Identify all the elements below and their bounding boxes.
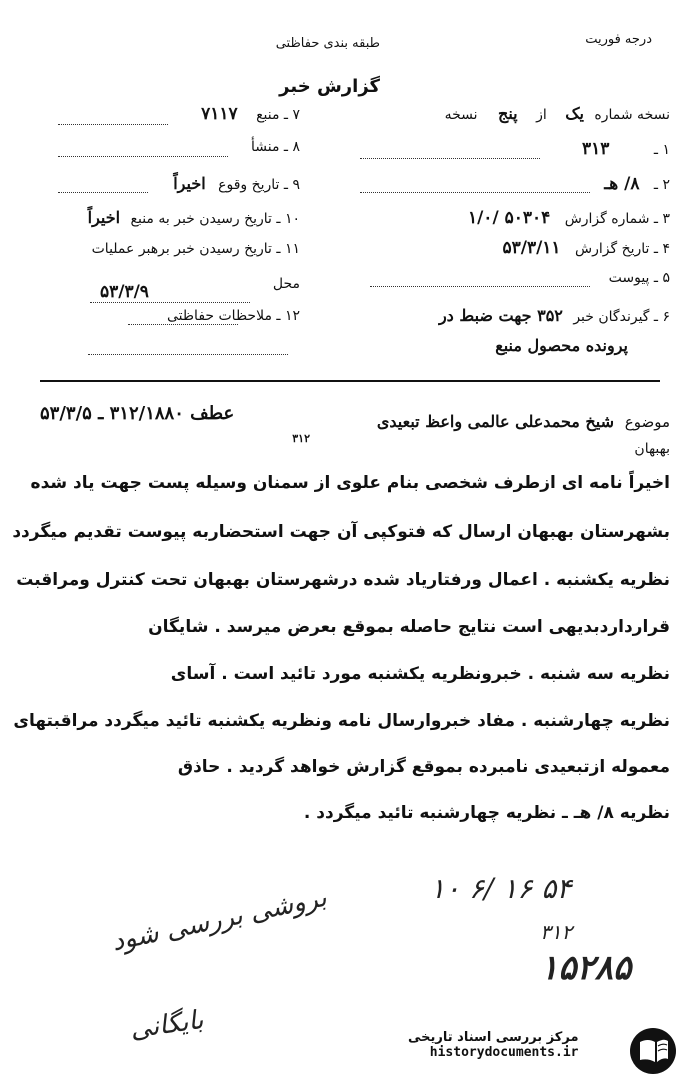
subject-label: موضوع: [624, 413, 670, 431]
watermark-url: historydocuments.ir: [429, 1045, 579, 1060]
priority-label: درجه فوریت: [585, 32, 652, 47]
field-1: [582, 139, 670, 159]
field-7: [201, 104, 300, 124]
field-1-dots: [360, 158, 540, 159]
field-2-number: ۲ ـ: [653, 177, 670, 193]
field-3: [468, 208, 670, 228]
field-9-value: اخیراً: [173, 174, 206, 193]
field-8: [251, 139, 300, 155]
body-line: نظریه چهارشنبه . مفاد خبروارسال نامه ونظریه یکشنبه تائید میگردد مراقبتهای: [13, 711, 670, 731]
field-7-value: ۷۱۱۷: [201, 104, 238, 124]
field-12-label: ۱۲ ـ ملاحظات حفاظتی: [167, 308, 300, 324]
field-6-label: ۶ ـ گیرندگان خبر: [573, 309, 670, 325]
subject-text: شیخ محمدعلی عالمی واعظ تبعیدی: [376, 412, 614, 431]
subject-line: [377, 412, 670, 431]
field-6-value-line2: پرونده محصول منبع: [495, 336, 628, 355]
from-label: از: [536, 107, 547, 123]
body-line: نظریه یکشنبه . اعمال ورفتاریاد شده درشهرستان بهبهان تحت کنترل ومراقبت: [16, 570, 670, 590]
watermark-title: مرکز بررسی اسناد تاریخی: [408, 1030, 579, 1045]
field-4-label: ۴ ـ تاریخ گزارش: [575, 241, 670, 257]
field-6-value: ۳۵۲ جهت ضبط در: [438, 306, 563, 325]
from-value: پنج: [498, 104, 518, 123]
body-line: معموله ازتبعیدی نامبرده بموقع گزارش خواهد گردید . حاذق: [177, 757, 670, 777]
field-4: [502, 238, 670, 258]
field-2: [604, 174, 670, 194]
handwritten-number-note: ۱۵۲۸۵: [540, 948, 632, 988]
field-10: [88, 208, 300, 227]
field-2-value: ۸/ هـ: [604, 174, 640, 194]
field-9: [173, 174, 300, 193]
field-8-label: ۸ ـ منشأ: [250, 139, 300, 155]
subject-reference: عطف ۳۱۲/۱۸۸۰ ـ ۵۳/۳/۵: [40, 403, 235, 424]
field-12-dots: [128, 324, 238, 325]
handwritten-date-note: ۱۰ ۶/ ۱۶ ۵۴: [430, 872, 572, 905]
handwritten-number-prefix: ۳۱۲: [540, 920, 573, 944]
body-line: بشهرستان بهبهان ارسال که فتوکپی آن جهت استحضاربه پیوست تقدیم میگردد: [12, 522, 670, 542]
place-label: محل: [272, 276, 300, 292]
field-1-number: ۱ ـ: [653, 142, 670, 158]
classification-label: طبقه بندی حفاظتی: [275, 36, 380, 51]
field-10-value: اخیراً: [87, 208, 121, 227]
document-title: گزارش خبر: [279, 76, 380, 97]
field-5-dots: [370, 286, 590, 287]
field-11: [92, 241, 300, 257]
field-12: [167, 308, 300, 324]
field-4-value: ۵۳/۳/۱۱: [502, 238, 561, 258]
place-dots: [90, 302, 250, 303]
field-3-label: ۳ ـ شماره گزارش: [564, 211, 670, 227]
copy-number-value: یک: [565, 104, 584, 123]
field-9-dots: [58, 192, 148, 193]
body-line: اخیراً نامه ای ازطرف شخصی بنام علوی از سمنان وسیله پست جهت یاد شده: [30, 473, 670, 493]
watermark: [408, 1030, 579, 1060]
field-3-value: ۵۰۳۰۴ /۱/۰: [467, 208, 551, 228]
field-11-label: ۱۱ ـ تاریخ رسیدن خبر برهبر عملیات: [91, 241, 300, 257]
handwritten-signature-mark: بایگانی: [128, 1005, 206, 1045]
handwritten-signature-note: بروشی بررسی شود: [109, 882, 330, 958]
field-7-label: ۷ ـ منبع: [256, 107, 300, 123]
section-divider: [40, 380, 660, 382]
copy-label: نسخه: [444, 107, 478, 123]
subject-note: ۳۱۲: [292, 432, 310, 445]
body-line: قرارداردبدیهی است نتایج حاصله بموقع بعرض میرسد . شایگان: [148, 617, 670, 637]
field-10-label: ۱۰ ـ تاریخ رسیدن خبر به منبع: [130, 211, 300, 227]
field-8-dots: [58, 156, 228, 157]
field-12-dots-2: [88, 354, 288, 355]
field-7-dots: [58, 124, 168, 125]
body-line: نظریه ۸/ هـ ـ نظریه چهارشنبه تائید میگردد .: [303, 803, 670, 823]
field-2-dots: [360, 192, 590, 193]
place-field: [273, 276, 300, 292]
archive-logo-icon: [628, 1026, 678, 1076]
place-value: ۵۳/۳/۹: [100, 282, 149, 302]
subject-place: بهبهان: [634, 441, 670, 457]
field-9-label: ۹ ـ تاریخ وقوع: [218, 177, 300, 193]
body-line: نظریه سه شنبه . خبرونظریه یکشنبه مورد تائید است . آسای: [170, 664, 670, 684]
field-6: [439, 306, 670, 325]
field-1-value: ۳۱۳: [582, 139, 610, 159]
copy-number-label: نسخه شماره: [594, 107, 670, 123]
copy-number-field: [445, 104, 670, 123]
field-5: [609, 270, 670, 286]
field-5-label: ۵ ـ پیوست: [608, 270, 670, 286]
